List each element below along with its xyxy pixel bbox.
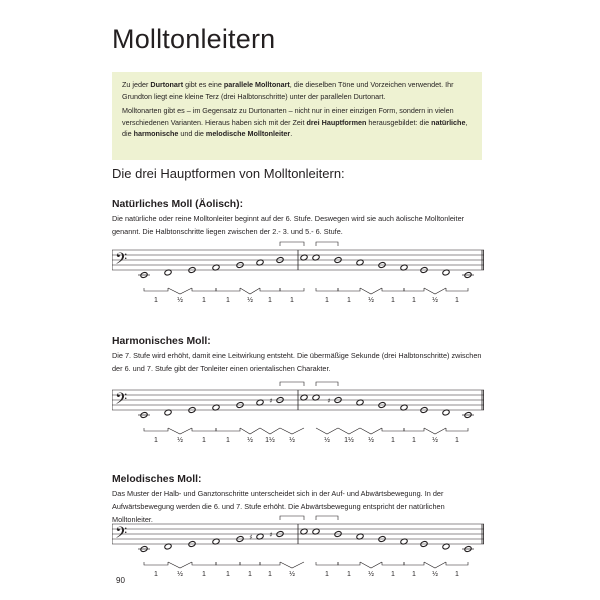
- whole-step-bracket: [404, 562, 424, 565]
- step-label: 1½: [265, 437, 275, 444]
- step-label: 1: [202, 297, 206, 304]
- step-label: 1: [154, 297, 158, 304]
- bass-clef-icon: 𝄢: [115, 250, 128, 272]
- step-label: 1: [226, 571, 230, 578]
- step-label: 1: [391, 297, 395, 304]
- step-label: 1: [455, 571, 459, 578]
- whole-step-bracket: [144, 562, 168, 565]
- whole-step-bracket: [446, 288, 468, 291]
- whole-step-bracket: [192, 428, 216, 431]
- step-label: 1: [226, 297, 230, 304]
- octave-bracket: [316, 242, 338, 246]
- step-label: 1: [268, 571, 272, 578]
- octave-bracket: [316, 516, 338, 520]
- info-box: [112, 72, 482, 160]
- step-label: 1: [455, 437, 459, 444]
- half-step-bracket: [240, 288, 260, 294]
- section-text-natural-minor: Die natürliche oder reine Molltonleiter beginnt auf der 6. Stufe. Deswegen wird sie auch äolische Molltonleiter genannt. Die Halbtonschritte liegen zwischen der 2.- 3. und 5.- 6. Stufe.: [112, 214, 465, 236]
- half-step-bracket: [316, 428, 338, 434]
- section-title-harmonic-minor: Harmonisches Moll:: [112, 336, 211, 347]
- info-paragraph-2: Molltonarten gibt es – im Gegensatz zu Durtonarten – nicht nur in einer einzigen Form, sondern in vielen verschiedenen Varianten. Hieraus haben sich mit der Zeit drei Hauptformen herausgebildet: die natürliche, die harmonische und die melodische Molltonleiter.: [122, 106, 468, 139]
- whole-step-bracket: [404, 428, 424, 431]
- whole-step-bracket: [446, 562, 468, 565]
- octave-bracket: [280, 516, 304, 520]
- step-label: ½: [368, 437, 374, 444]
- bass-clef-icon: 𝄢: [115, 524, 128, 546]
- step-label: ½: [432, 571, 438, 578]
- sharp-accidental: ♯: [327, 396, 331, 405]
- page-title: Molltonleitern: [112, 24, 276, 54]
- step-label: ½: [177, 437, 183, 444]
- step-label: ½: [432, 437, 438, 444]
- whole-step-bracket: [382, 562, 404, 565]
- octave-bracket: [316, 382, 338, 386]
- step-label: 1: [202, 437, 206, 444]
- step-label: ½: [432, 297, 438, 304]
- section-title-natural-minor: Natürliches Moll (Äolisch):: [112, 199, 244, 210]
- step-label: 1: [412, 571, 416, 578]
- half-step-bracket: [280, 428, 304, 434]
- section-text-harmonic-minor: Die 7. Stufe wird erhöht, damit eine Leitwirkung entsteht. Die übermäßige Sekunde (drei Halbtonschritte) zwischen der 6. und 7. Stufe gibt der Tonleiter einen orientalischen Charakter.: [112, 351, 482, 373]
- step-label: 1: [412, 437, 416, 444]
- sharp-accidental: ♯: [269, 396, 273, 405]
- staff-melodic-minor: [112, 514, 484, 596]
- step-label: ½: [289, 437, 295, 444]
- whole-step-bracket: [338, 288, 360, 291]
- half-step-bracket: [360, 428, 382, 434]
- step-label: 1: [268, 297, 272, 304]
- half-step-bracket: [360, 288, 382, 294]
- whole-step-bracket: [260, 288, 280, 291]
- step-label: 1: [391, 571, 395, 578]
- half-step-bracket: [424, 428, 446, 434]
- section-subtitle: Die drei Hauptformen von Molltonleitern:: [112, 166, 345, 181]
- half-step-bracket: [168, 288, 192, 294]
- half-step-bracket: [360, 562, 382, 568]
- whole-step-bracket: [280, 288, 304, 291]
- step-label: 1: [347, 571, 351, 578]
- whole-step-bracket: [192, 562, 216, 565]
- whole-step-bracket: [216, 288, 240, 291]
- step-label: 1: [202, 571, 206, 578]
- step-label: ½: [289, 571, 295, 578]
- whole-step-bracket: [260, 562, 280, 565]
- whole-step-bracket: [240, 562, 260, 565]
- step-label: 1: [154, 571, 158, 578]
- whole-step-bracket: [192, 288, 216, 291]
- whole-step-bracket: [446, 428, 468, 431]
- step-label: ½: [368, 297, 374, 304]
- whole-step-bracket: [382, 288, 404, 291]
- step-label: ½: [324, 437, 330, 444]
- whole-step-bracket: [316, 288, 338, 291]
- step-label: 1: [226, 437, 230, 444]
- step-label: 1: [325, 297, 329, 304]
- whole-step-bracket: [144, 428, 168, 431]
- half-step-bracket: [260, 428, 280, 434]
- step-label: 1: [412, 297, 416, 304]
- step-label: 1: [248, 571, 252, 578]
- whole-step-bracket: [404, 288, 424, 291]
- whole-step-bracket: [144, 288, 168, 291]
- octave-bracket: [280, 242, 304, 246]
- half-step-bracket: [168, 428, 192, 434]
- whole-step-bracket: [216, 428, 240, 431]
- step-label: 1½: [344, 437, 354, 444]
- half-step-bracket: [338, 428, 360, 434]
- whole-step-bracket: [382, 428, 404, 431]
- half-step-bracket: [168, 562, 192, 568]
- step-label: 1: [455, 297, 459, 304]
- whole-step-bracket: [338, 562, 360, 565]
- step-label: 1: [154, 437, 158, 444]
- section-text-melodic-minor: Das Muster der Halb- und Ganztonschritte unterscheidet sich in der Auf- und Abwärtsbewegung. In der Aufwärtsbewegung werden die 6. und 7. Stufe erhöht. Die Abwärtsbewegung entspricht der natürlichen Molltonleiter.: [112, 489, 445, 524]
- page-number: 90: [116, 576, 125, 585]
- step-label: 1: [290, 297, 294, 304]
- whole-step-bracket: [216, 562, 240, 565]
- step-label: 1: [347, 297, 351, 304]
- sharp-accidental: ♯: [249, 533, 253, 542]
- section-title-melodic-minor: Melodisches Moll:: [112, 474, 202, 485]
- step-label: ½: [177, 297, 183, 304]
- half-step-bracket: [424, 562, 446, 568]
- step-label: ½: [368, 571, 374, 578]
- step-label: 1: [391, 437, 395, 444]
- bass-clef-icon: 𝄢: [115, 390, 128, 412]
- half-step-bracket: [240, 428, 260, 434]
- staff-natural-minor: [112, 240, 484, 322]
- staff-harmonic-minor: [112, 380, 484, 462]
- step-label: ½: [247, 437, 253, 444]
- half-step-bracket: [424, 288, 446, 294]
- whole-step-bracket: [316, 562, 338, 565]
- octave-bracket: [280, 382, 304, 386]
- step-label: ½: [177, 571, 183, 578]
- step-label: ½: [247, 297, 253, 304]
- info-paragraph-1: Zu jeder Durtonart gibt es eine parallele Molltonart, die dieselben Töne und Vorzeichen verwendet. Ihr Grundton liegt eine kleine Terz (drei Halbtonschritte) unter der parallelen Durtonart.: [122, 80, 454, 101]
- step-label: 1: [325, 571, 329, 578]
- half-step-bracket: [280, 562, 304, 568]
- sharp-accidental: ♯: [269, 530, 273, 539]
